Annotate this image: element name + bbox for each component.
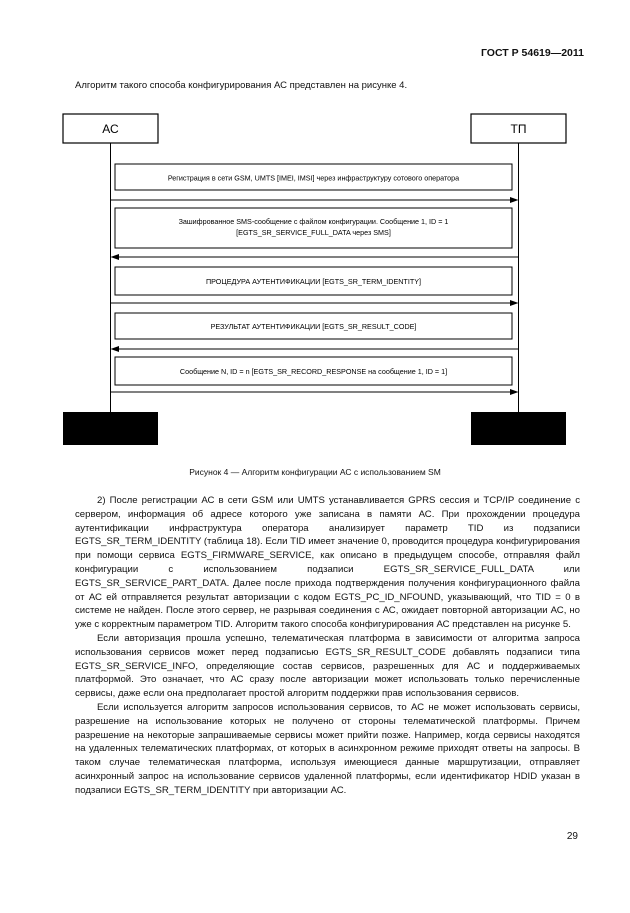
message-1-text: Регистрация в сети GSM, UMTS [IMEI, IMSI] через инфраструктуру сотового оператора (167, 173, 460, 183)
arrowhead-2 (111, 254, 120, 260)
paragraph-3: Если используется алгоритм запросов использования сервисов, то АС не может использовать сервисы, разрешение на использование которых не получено от стороны телематической платформы. Причем разрешение на некоторые запрашиваемые сервисы может прийти позже. Например, когда сервисы находятся на удаленных телематических платформах, от которых в асинхронном режиме приходят ответы на запросы. В таком случае телематическая платформа, используя имеющиеся данные маршрутизации, отправляет асинхронный запрос на использование сервисов удаленной платформы, если идентификатор HDID указан в подзаписи EGTS_SR_TERM_IDENTITY при авторизации АС. (75, 701, 580, 796)
figure-caption: Рисунок 4 — Алгоритм конфигурации АС с использованием SM (189, 467, 441, 477)
lifeline-end-right (471, 412, 566, 445)
paragraph-1: 2) После регистрации АС в сети GSM или UMTS устанавливается GPRS сессия и TCP/IP соединение с сервером, информация об адресе которого уже записана в памяти АС. При прохождении процедура аутентификации инфраструктура оператора анализирует параметр TID из подзаписи EGTS_SR_TERM_IDENTITY (таблица 18). Если TID имеет значение 0, проводится процедура конфигурирования при помощи сервиса EGTS_FIRMWARE_SERVICE, как описано в предыдущем способе, отправляя файл конфигурации с использованием подзаписи EGTS_SR_SERVICE_FULL_DATA или EGTS_SR_SERVICE_PART_DATA. Далее после прихода подтверждения получения конфигурационного файла от АС ей отправляется результат авторизации с кодом EGTS_PC_ID_NFOUND, указывающий, что TID = 0 в системе не найден. После этого сервер, не разрывая соединения с АС, ожидает повторной авторизации АС, но уже с корректным параметром TID. Алгоритм такого способа конфигурирования АС представлен на рисунке 5. (75, 495, 580, 631)
message-2-text-line2: [EGTS_SR_SERVICE_FULL_DATA через SMS] (236, 228, 391, 237)
message-3-text: ПРОЦЕДУРА АУТЕНТИФИКАЦИИ [EGTS_SR_TERM_IDENTITY] (206, 277, 421, 286)
lifeline-end-left (63, 412, 158, 445)
arrowhead-5 (510, 389, 519, 395)
arrowhead-3 (510, 300, 519, 306)
entity-right-label: ТП (510, 122, 527, 136)
message-2-text: Зашифрованное SMS-сообщение с файлом конфигурации. Сообщение 1, ID = 1 (178, 217, 449, 226)
standard-header: ГОСТ Р 54619—2011 (480, 47, 584, 59)
intro-text: Алгоритм такого способа конфигурирования АС представлен на рисунке 4. (75, 80, 408, 91)
message-5-text: Сообщение N, ID = n [EGTS_SR_RECORD_RESPONSE на сообщение 1, ID = 1] (179, 367, 448, 376)
arrowhead-4 (111, 346, 120, 352)
message-4-text: РЕЗУЛЬТАТ АУТЕНТИФИКАЦИИ [EGTS_SR_RESULT_CODE] (210, 322, 417, 331)
entity-left-label: АС (102, 122, 119, 136)
arrowhead-1 (510, 197, 519, 203)
body-text (75, 494, 580, 798)
paragraph-2: Если авторизация прошла успешно, телематическая платформа в зависимости от алгоритма запроса использования сервисов может перед подзаписью EGTS_SR_RESULT_CODE добавлять подзаписи типа EGTS_SR_SERVICE_INFO, определяющие состав сервисов, разрешенных для АС и поддерживаемых платформой. Это означает, что АС сразу после авторизации может использовать только перечисленные сервисы, даже если она предполагает простой алгоритм поддержки прав использования сервисов. (75, 632, 580, 700)
page-number: 29 (566, 831, 578, 842)
